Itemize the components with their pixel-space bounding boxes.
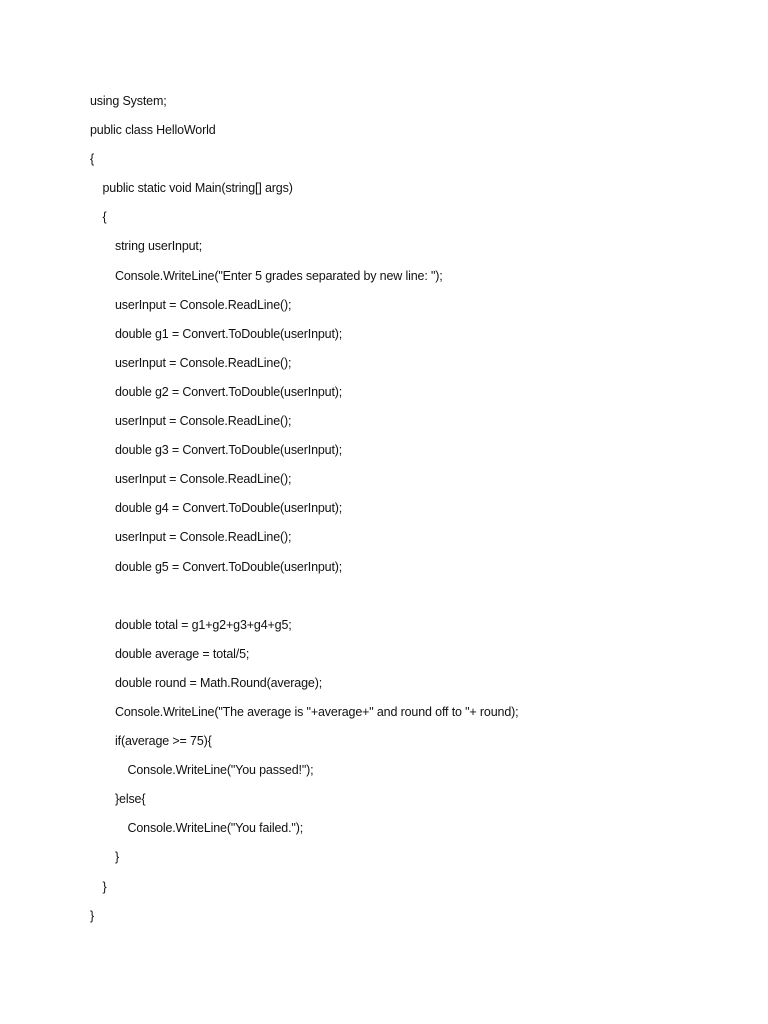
code-line: double g5 = Convert.ToDouble(userInput); [115,559,343,574]
code-line: Console.WriteLine("The average is "+average+" and round off to "+ round); [115,704,519,719]
code-line: userInput = Console.ReadLine(); [115,472,292,487]
code-line: }else{ [115,792,146,807]
code-line: public class HelloWorld [90,123,216,138]
code-line: userInput = Console.ReadLine(); [115,414,292,429]
code-line: double average = total/5; [115,646,250,661]
code-line: userInput = Console.ReadLine(); [115,355,292,370]
code-line: double total = g1+g2+g3+g4+g5; [115,617,292,632]
code-line: double g1 = Convert.ToDouble(userInput); [115,326,343,341]
code-line: double g4 = Convert.ToDouble(userInput); [115,501,343,516]
code-line: if(average >= 75){ [115,734,212,749]
code-line: double g3 = Convert.ToDouble(userInput); [115,443,343,458]
code-line: Console.WriteLine("You failed."); [127,821,304,836]
code-line: using System; [90,94,167,108]
code-line: userInput = Console.ReadLine(); [115,297,292,312]
code-line: { [102,210,107,225]
code-line: string userInput; [115,239,203,254]
code-line: userInput = Console.ReadLine(); [115,530,292,545]
code-line: Console.WriteLine("You passed!"); [127,763,314,778]
code-listing [90,87,750,931]
code-line [90,582,750,611]
code-line: } [102,879,107,894]
code-line: } [115,850,120,865]
code-line: double round = Math.Round(average); [115,675,323,690]
code-line: { [90,152,95,167]
code-line: double g2 = Convert.ToDouble(userInput); [115,384,343,399]
code-line: public static void Main(string[] args) [102,181,293,196]
code-line: Console.WriteLine("Enter 5 grades separated by new line: "); [115,268,443,283]
code-line: } [90,908,95,923]
